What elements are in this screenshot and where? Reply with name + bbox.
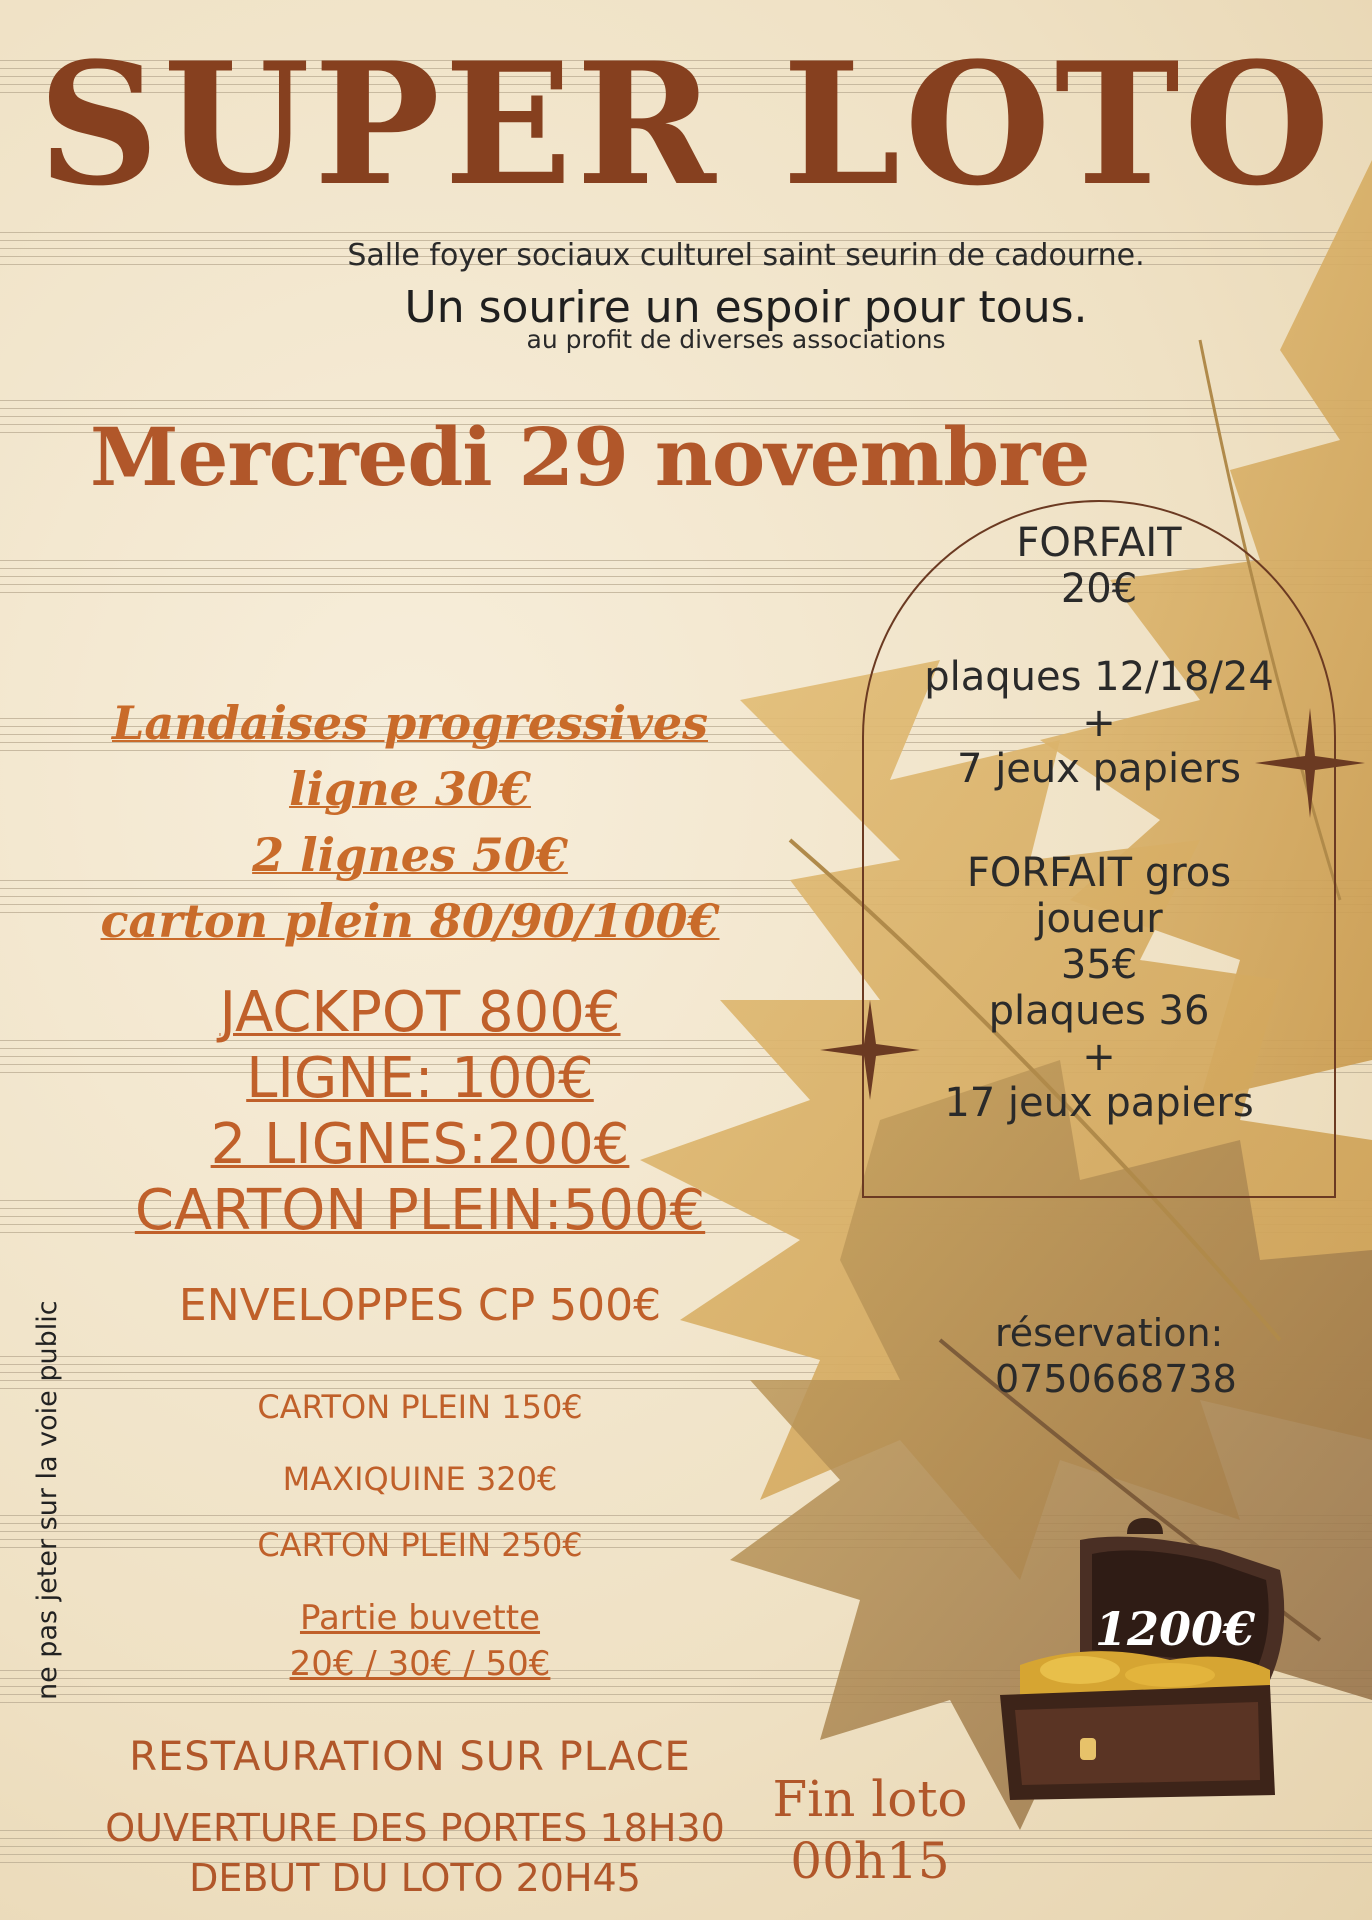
side-note: ne pas jeter sur la voie public	[32, 1300, 63, 1700]
landaises-title: Landaises progressives	[111, 696, 709, 750]
forfait-1-plus: +	[1082, 700, 1116, 746]
profit-text: au profit de diverses associations	[526, 325, 946, 354]
sparkle-star-icon	[1255, 708, 1365, 818]
enveloppes-prize: ENVELOPPES CP 500€	[178, 1280, 662, 1331]
loto-start: DEBUT DU LOTO 20H45	[189, 1856, 641, 1900]
reservation-label: réservation:	[995, 1311, 1224, 1355]
restauration-text: RESTAURATION SUR PLACE	[129, 1734, 691, 1780]
jackpot-line: LIGNE: 100€	[246, 1046, 594, 1111]
carton-plein-150-prize: CARTON PLEIN 150€	[257, 1388, 583, 1426]
forfait-1-price: 20€	[1060, 566, 1138, 612]
buvette-block	[80, 1595, 760, 1687]
forfait-2-block	[862, 850, 1336, 1126]
forfait-2-papiers: 17 jeux papiers	[944, 1080, 1254, 1126]
forfait-2-label: FORFAIT gros	[966, 850, 1232, 896]
fin-loto-block	[770, 1768, 970, 1892]
slogan-text: Un sourire un espoir pour tous.	[404, 282, 1088, 333]
landaises-two-lines: 2 lignes 50€	[252, 828, 568, 882]
maxiquine-prize: MAXIQUINE 320€	[282, 1460, 558, 1498]
buvette-title: Partie buvette	[299, 1598, 541, 1638]
sparkle-star-icon	[820, 1000, 920, 1100]
fin-loto-label: Fin loto	[772, 1770, 968, 1828]
forfait-1-label: FORFAIT	[1016, 520, 1182, 566]
doors-block	[70, 1803, 760, 1903]
forfait-2-plaques: plaques 36	[988, 988, 1210, 1034]
reservation-block	[995, 1310, 1237, 1402]
fin-loto-time: 00h15	[790, 1832, 950, 1890]
forfait-2-price: 35€	[1060, 942, 1138, 988]
forfait-1-papiers: 7 jeux papiers	[957, 746, 1241, 792]
forfait-1-header	[862, 520, 1336, 612]
landaises-block	[60, 690, 760, 954]
chest-prize-label: 1200€	[1094, 1602, 1256, 1656]
venue-text: Salle foyer sociaux culturel saint seurin de cadourne.	[347, 238, 1145, 273]
doors-opening: OUVERTURE DES PORTES 18H30	[105, 1806, 725, 1850]
landaises-line: ligne 30€	[289, 762, 531, 816]
buvette-prices: 20€ / 30€ / 50€	[289, 1644, 551, 1684]
forfait-1-plaques: plaques 12/18/24	[924, 654, 1274, 700]
jackpot-two-lines: 2 LIGNES:200€	[210, 1112, 630, 1177]
event-date: Mercredi 29 novembre	[90, 410, 1090, 504]
forfait-2-label-2: joueur	[1035, 896, 1163, 942]
jackpot-title: JACKPOT 800€	[219, 980, 621, 1045]
poster-title: SUPER LOTO	[37, 25, 1335, 223]
reservation-phone: 0750668738	[995, 1357, 1237, 1401]
landaises-carton-plein: carton plein 80/90/100€	[100, 894, 720, 948]
forfait-2-plus: +	[1082, 1034, 1116, 1080]
jackpot-block	[80, 980, 760, 1244]
jackpot-carton-plein: CARTON PLEIN:500€	[134, 1178, 706, 1243]
carton-plein-250-prize: CARTON PLEIN 250€	[257, 1526, 583, 1564]
